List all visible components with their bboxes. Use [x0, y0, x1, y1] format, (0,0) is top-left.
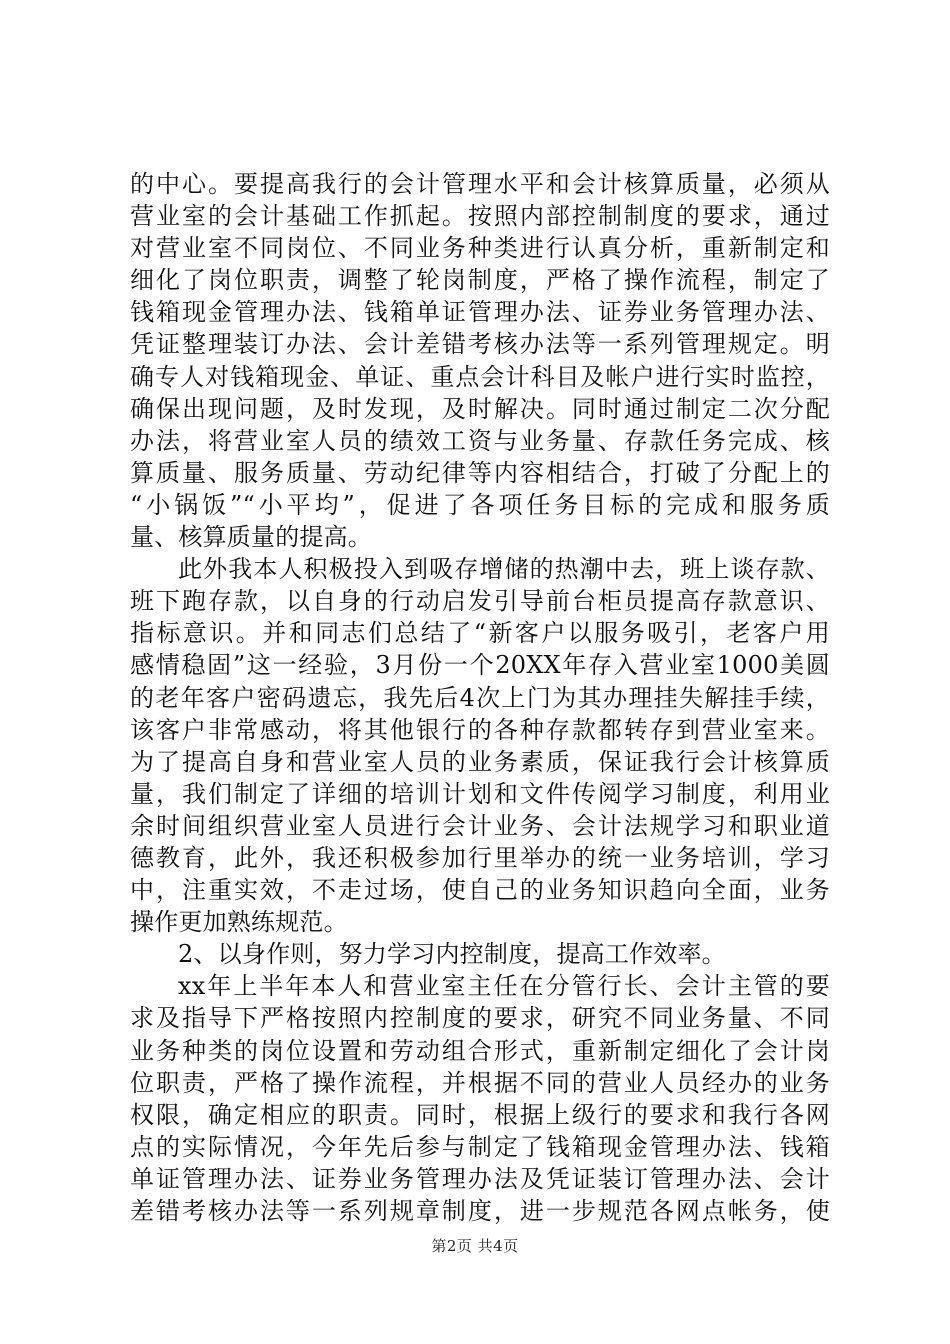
text-line: xx年上半年本人和营业室主任在分管行长、会计主管的要	[178, 972, 830, 1001]
text-line: 位职责，严格了操作流程，并根据不同的营业人员经办的业务	[130, 1068, 830, 1097]
text-line: 操作更加熟练规范。	[130, 908, 348, 937]
text-line: 余时间组织营业室人员进行会计业务、会计法规学习和职业道	[130, 811, 830, 840]
text-line: 感情稳固”这一经验，3月份一个20XX年存入营业室1000美圆	[130, 651, 830, 680]
text-line: 德教育，此外，我还积极参加行里举办的统一业务培训，学习	[130, 843, 830, 872]
page-number-footer: 第2页 共4页	[431, 1237, 519, 1255]
text-line: 差错考核办法等一系列规章制度，进一步规范各网点帐务，使	[130, 1197, 830, 1225]
text-line: 钱箱现金管理办法、钱箱单证管理办法、证券业务管理办法、	[130, 298, 830, 327]
text-line: 营业室的会计基础工作抓起。按照内部控制制度的要求，通过	[130, 202, 830, 231]
text-line: 权限，确定相应的职责。同时，根据上级行的要求和我行各网	[130, 1100, 830, 1129]
text-line: 求及指导下严格按照内控制度的要求，研究不同业务量、不同	[130, 1004, 830, 1033]
text-line: 对营业室不同岗位、不同业务种类进行认真分析，重新制定和	[130, 234, 830, 263]
text-line: 量，我们制定了详细的培训计划和文件传阅学习制度，利用业	[130, 779, 830, 808]
text-line: 确专人对钱箱现金、单证、重点会计科目及帐户进行实时监控，	[130, 362, 830, 391]
section-heading: 2、以身作则，努力学习内控制度，提高工作效率。	[178, 940, 726, 969]
text-line: 办法，将营业室人员的绩效工资与业务量、存款任务完成、核	[130, 426, 830, 455]
text-line: 的老年客户密码遗忘，我先后4次上门为其办理挂失解挂手续，	[130, 683, 830, 712]
text-line: 班下跑存款，以自身的行动启发引导前台柜员提高存款意识、	[130, 587, 830, 616]
text-line: 该客户非常感动，将其他银行的各种存款都转存到营业室来。	[130, 715, 830, 744]
text-line: 为了提高自身和营业室人员的业务素质，保证我行会计核算质	[130, 747, 830, 776]
text-line: 此外我本人积极投入到吸存增储的热潮中去，班上谈存款、	[178, 555, 830, 584]
document-body	[130, 168, 830, 1227]
text-line: 算质量、服务质量、劳动纪律等内容相结合，打破了分配上的	[130, 458, 830, 487]
text-line: 量、核算质量的提高。	[130, 523, 372, 552]
text-line: 点的实际情况，今年先后参与制定了钱箱现金管理办法、钱箱	[130, 1132, 830, 1161]
text-line: 凭证整理装订办法、会计差错考核办法等一系列管理规定。明	[130, 330, 830, 359]
text-line: 单证管理办法、证券业务管理办法及凭证装订管理办法、会计	[130, 1164, 830, 1193]
text-line: 的中心。要提高我行的会计管理水平和会计核算质量，必须从	[130, 170, 830, 198]
text-line: 指标意识。并和同志们总结了“新客户以服务吸引，老客户用	[130, 619, 830, 648]
text-line: 中，注重实效，不走过场，使自己的业务知识趋向全面，业务	[130, 876, 830, 905]
text-line: 确保出现问题，及时发现，及时解决。同时通过制定二次分配	[130, 394, 830, 423]
text-line: 细化了岗位职责，调整了轮岗制度，严格了操作流程，制定了	[130, 266, 830, 295]
text-line: 业务种类的岗位设置和劳动组合形式，重新制定细化了会计岗	[130, 1036, 830, 1065]
text-line: “小锅饭”“小平均”，促进了各项任务目标的完成和服务质	[130, 490, 830, 519]
